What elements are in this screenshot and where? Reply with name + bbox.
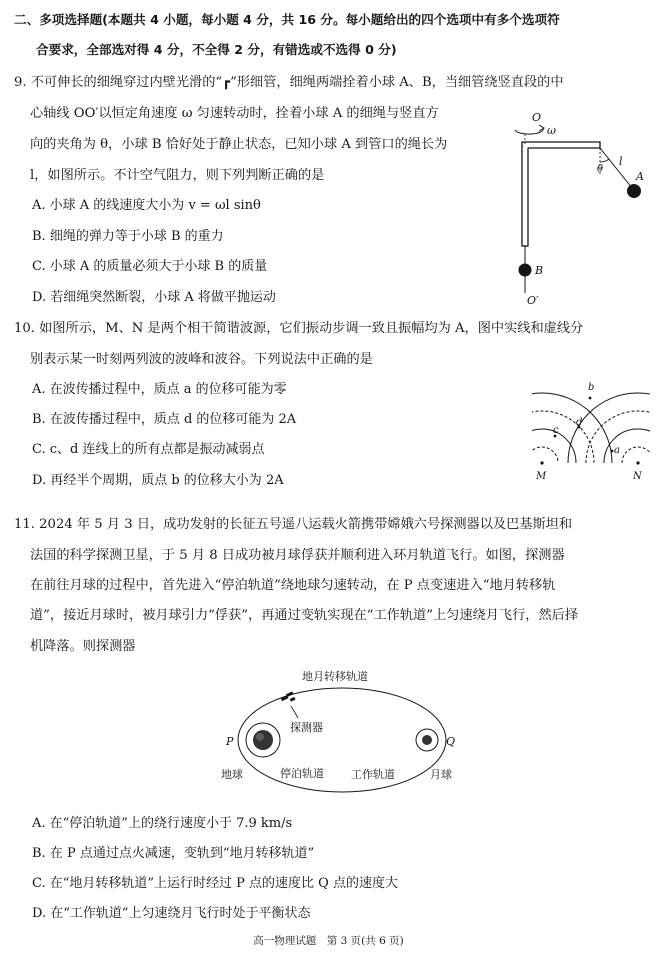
label-b: B <box>535 264 544 277</box>
q10-wave-figure <box>532 375 650 487</box>
q11-stem-line4: 道”，接近月球时，被月球引力“俘获”，再通过变轨实现在“工作轨道”上匀速绕月飞行，然后择 <box>30 608 579 623</box>
q9-option-d: D. 若细绳突然断裂，小球 A 将做平抛运动 <box>32 290 276 305</box>
q11-option-d: D. 在“工作轨道”上匀速绕月飞行时处于平衡状态 <box>32 906 311 921</box>
q10-option-c: C. c、d 连线上的所有点都是振动减弱点 <box>32 442 265 457</box>
q9-tube-figure <box>505 108 645 308</box>
point-a <box>611 450 614 453</box>
tube-horizontal <box>522 142 600 148</box>
label-probe: 探测器 <box>290 721 323 734</box>
q11-stem-line5: 机降落。则探测器 <box>30 639 136 654</box>
q10-option-a: A. 在波传播过程中，质点 a 的位移可能为零 <box>32 382 287 397</box>
tube-vertical <box>522 146 528 246</box>
trough-n-1 <box>622 447 650 463</box>
label-moon: 月球 <box>430 768 452 781</box>
q11-option-b: B. 在 P 点通过点火减速，变轨到“地月转移轨道” <box>32 846 315 861</box>
section-heading-cont: 合要求，全部选对得 4 分，不全得 2 分，有错选或不选得 0 分) <box>36 42 397 57</box>
q9-option-c: C. 小球 A 的质量必须大于小球 B 的质量 <box>32 259 268 274</box>
label-q: Q <box>446 735 456 748</box>
source-m <box>540 461 543 464</box>
label-l: l <box>619 155 623 168</box>
label-b: b <box>588 382 595 393</box>
point-b <box>589 397 592 400</box>
q11-stem-line2: 法国的科学探测卫星，于 5 月 8 日成功被月球俘获并顺利进入环月轨道飞行。如图，探测器 <box>30 548 565 563</box>
label-a: A <box>636 170 644 183</box>
q10-stem-line2: 别表示某一时刻两列波的波峰和波谷。下列说法中正确的是 <box>30 352 373 367</box>
ball-b <box>519 264 532 277</box>
label-theta: θ <box>597 164 604 175</box>
q9-stem-line1: 9. 不可伸长的细绳穿过内壁光滑的“┏”形细管，细绳两端拴着小球 A、B，当细管绕竖直段的中 <box>14 75 564 90</box>
label-m: M <box>536 471 547 482</box>
probe-pointer <box>291 706 298 718</box>
q9-stem-line2: 心轴线 OO′以恒定角速度 ω 匀速转动时，拴着小球 A 的细绳与竖直方 <box>30 106 439 121</box>
moon-icon <box>422 735 432 745</box>
label-a: a <box>614 445 620 456</box>
q9-option-a: A. 小球 A 的线速度大小为 v = ωl sinθ <box>32 198 261 213</box>
label-parking-orbit: 停泊轨道 <box>280 767 324 780</box>
label-earth: 地球 <box>221 768 243 781</box>
string-to-a <box>600 148 632 188</box>
q11-option-a: A. 在“停泊轨道”上的绕行速度小于 7.9 km/s <box>32 816 293 831</box>
crest-n-1 <box>604 429 650 463</box>
q9-stem-line4: l，如图所示。不计空气阻力，则下列判断正确的是 <box>30 168 325 183</box>
label-o: O <box>532 111 542 124</box>
trough-m-2 <box>532 411 594 463</box>
earth-highlight <box>256 733 264 741</box>
q10-option-d: D. 再经半个周期，质点 b 的位移大小为 2A <box>32 473 284 488</box>
label-transfer-orbit: 地月转移轨道 <box>302 670 368 683</box>
q9-stem-line3: 向的夹角为 θ，小球 B 恰好处于静止状态，已知小球 A 到管口的绳长为 <box>30 137 448 152</box>
earth-icon <box>253 730 273 750</box>
label-omega: ω <box>547 124 556 137</box>
trough-m-1 <box>532 447 558 463</box>
q11-stem-line3: 在前往月球的过程中，首先进入“停泊轨道”绕地球匀速转动，在 P 点变速进入“地月转移轨 <box>30 578 556 593</box>
label-n: N <box>633 471 642 482</box>
label-c: c <box>553 425 559 436</box>
label-p: P <box>226 735 234 748</box>
q10-stem-line1: 10. 如图所示，M、N 是两个相干简谐波源，它们振动步调一致且振幅均为 A，图中实线和虚线分 <box>14 321 584 336</box>
angle-arc <box>600 159 609 162</box>
crest-n-2 <box>568 393 650 463</box>
section-heading: 二、多项选择题(本题共 4 小题，每小题 4 分，共 16 分。每小题给出的四个选项中有多个选项符 <box>14 12 560 27</box>
q10-option-b: B. 在波传播过程中，质点 d 的位移可能为 2A <box>32 412 297 427</box>
label-d: d <box>576 417 583 428</box>
label-working-orbit: 工作轨道 <box>351 768 395 781</box>
q9-option-b: B. 细绳的弹力等于小球 B 的重力 <box>32 229 224 244</box>
ball-a <box>627 184 641 198</box>
source-n <box>636 461 639 464</box>
label-o-prime: O′ <box>527 294 539 307</box>
q11-option-c: C. 在“地月转移轨道”上运行时经过 P 点的速度比 Q 点的速度大 <box>32 876 398 891</box>
page-footer: 高一物理试题 第 3 页(共 6 页) <box>253 935 404 947</box>
q11-stem-line1: 11. 2024 年 5 月 3 日，成功发射的长征五号遥八运载火箭携带嫦娥六号探测器以及巴基斯坦和 <box>14 517 573 532</box>
q11-orbit-figure <box>220 668 480 808</box>
